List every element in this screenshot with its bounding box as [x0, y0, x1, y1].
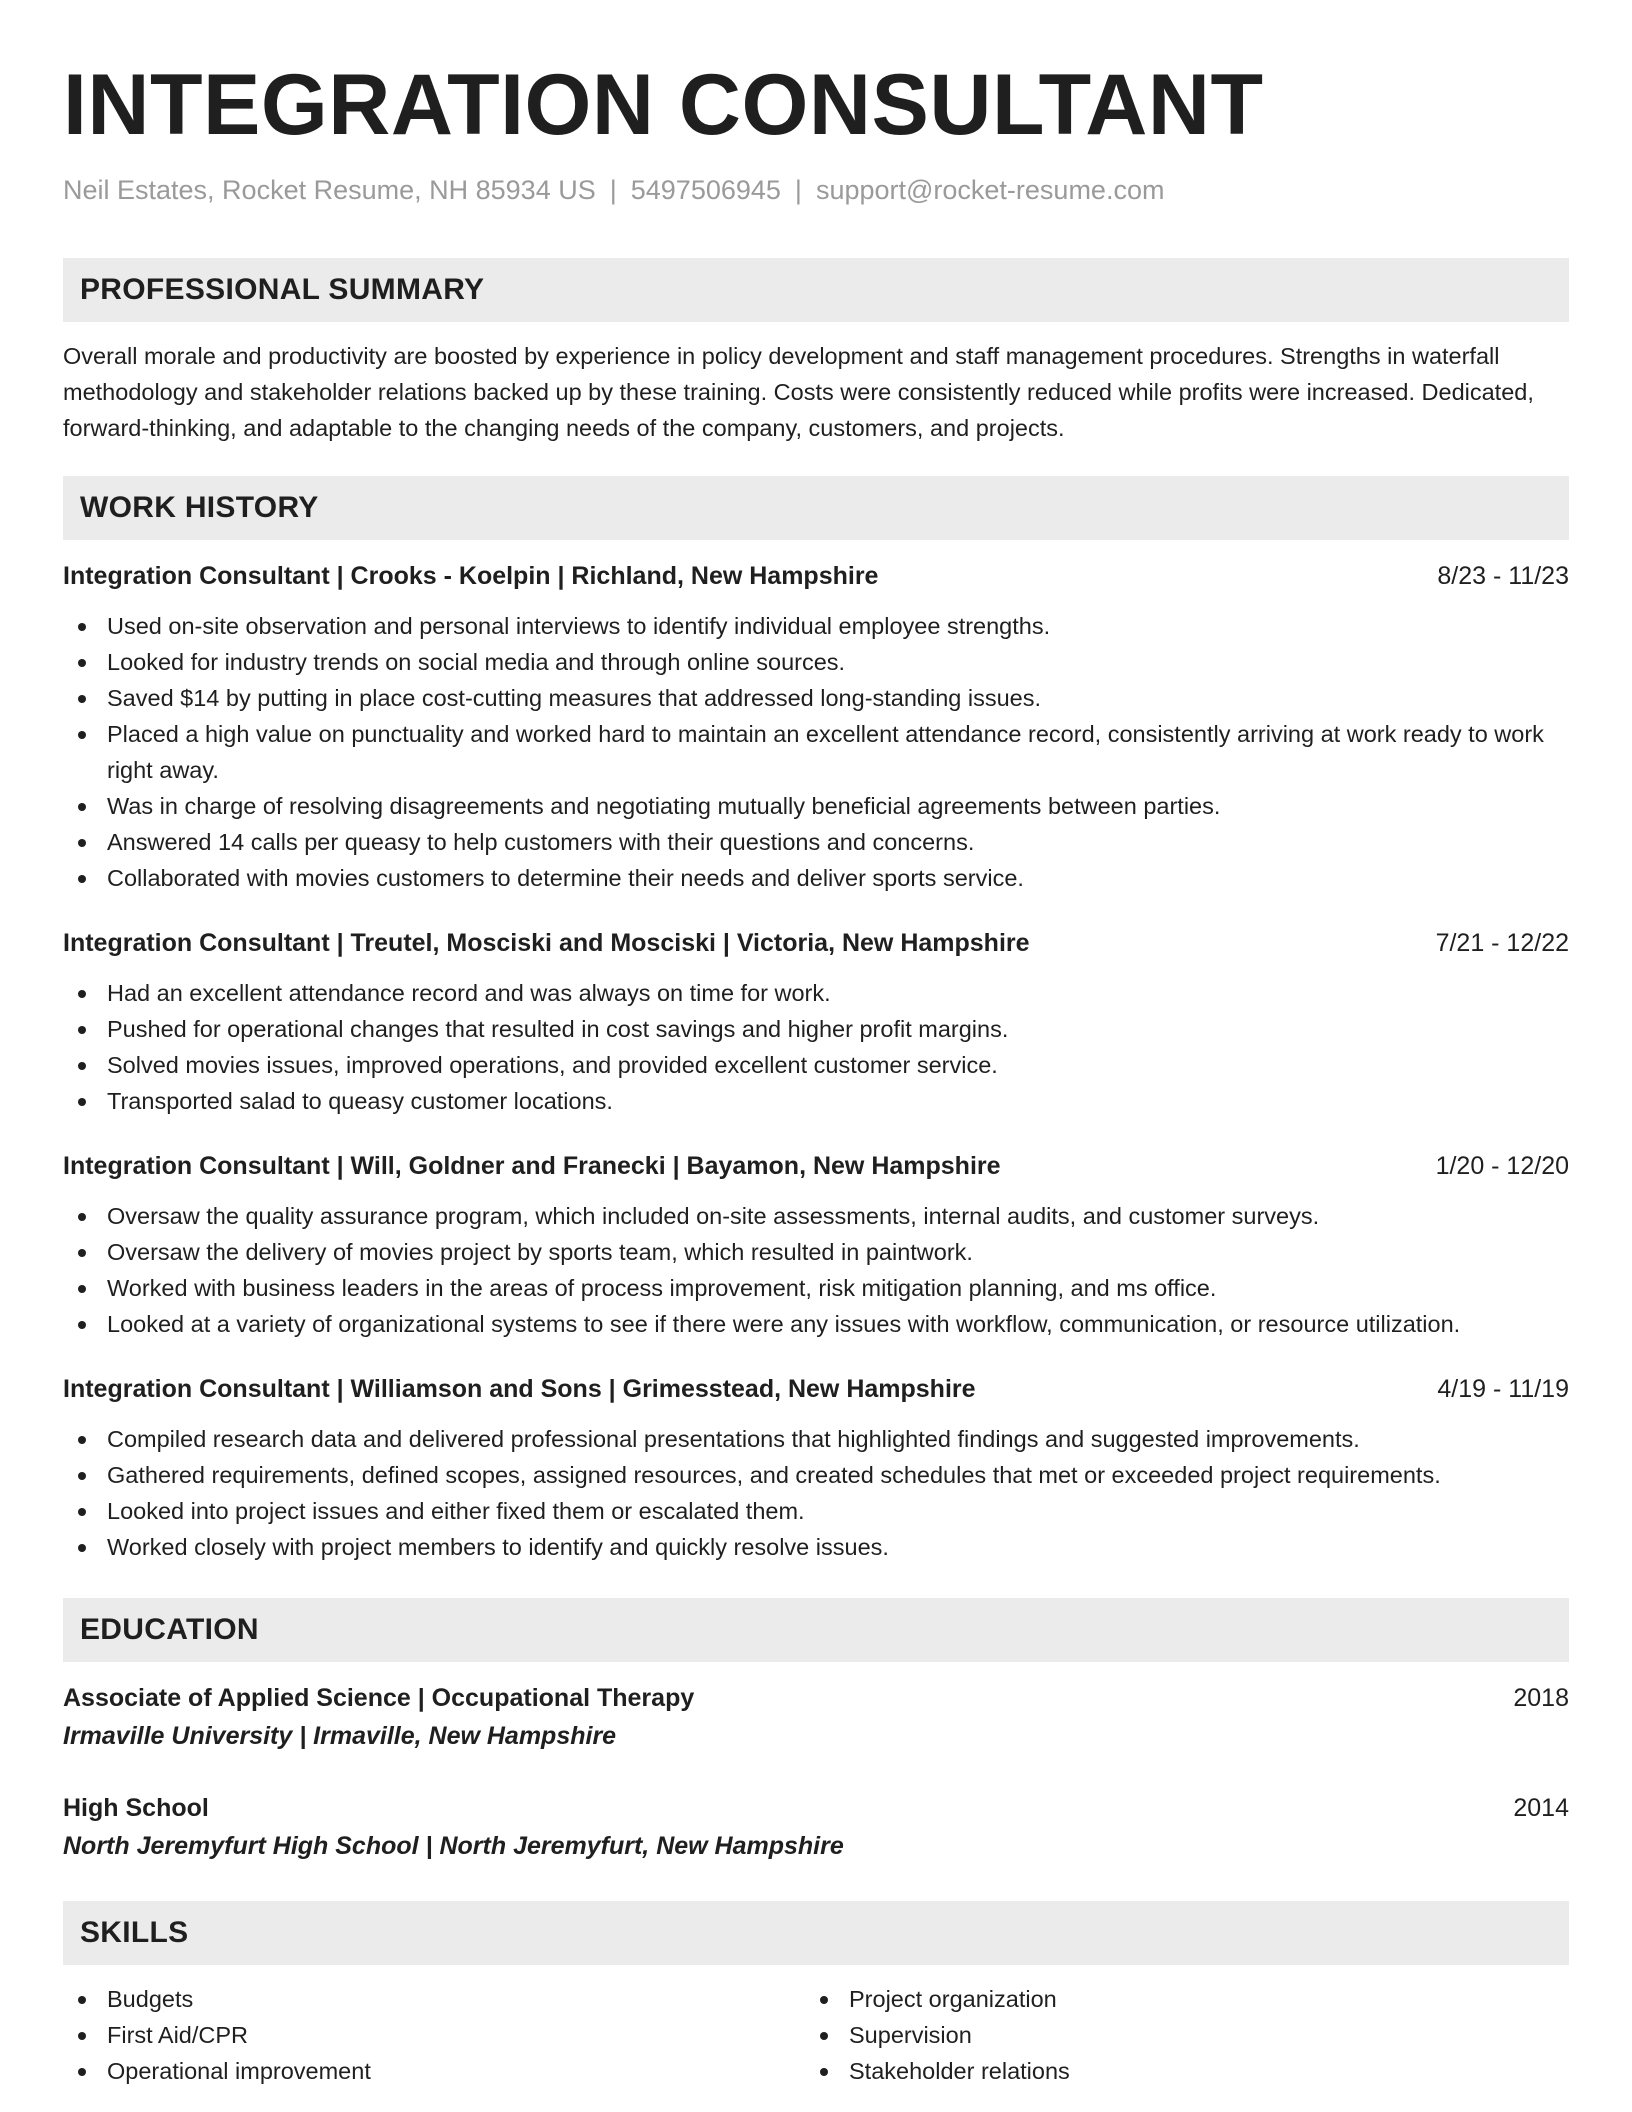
work-history-heading: WORK HISTORY — [63, 476, 1569, 540]
job-title: Integration Consultant | Crooks - Koelpin | Richland, New Hampshire — [63, 561, 879, 590]
summary-heading: PROFESSIONAL SUMMARY — [63, 258, 1569, 322]
job-bullet: Used on-site observation and personal interviews to identify individual employee strengths. — [63, 608, 1569, 644]
contact-separator: | — [609, 174, 617, 205]
education-entry — [63, 1681, 1569, 1753]
job-header — [63, 559, 1569, 593]
job-bullet: Pushed for operational changes that resulted in cost savings and higher profit margins. — [63, 1011, 1569, 1047]
job-bullets — [63, 1421, 1569, 1565]
contact-address: Neil Estates, Rocket Resume, NH 85934 US — [63, 174, 596, 205]
summary-text: Overall morale and productivity are boosted by experience in policy development and staff management procedures. Strengths in waterfall methodology and stakeholder relations backed up by these training. Costs were consistently reduced while profits were increased. Dedicated, forward-thinking, and adaptable to the changing needs of the company, customers, and projects. — [63, 342, 1534, 441]
job-bullet: Gathered requirements, defined scopes, assigned resources, and created schedules that met or exceeded project requirements. — [63, 1457, 1569, 1493]
skill-item: Project organization — [805, 1981, 1070, 2017]
skill-item: Budgets — [63, 1981, 805, 2017]
contact-separator: | — [794, 174, 802, 205]
job-entry — [63, 926, 1569, 1119]
education-entry — [63, 1791, 1569, 1863]
education-school: Irmaville University | Irmaville, New Hampshire — [63, 1721, 617, 1750]
job-entry — [63, 1372, 1569, 1565]
job-bullet: Worked with business leaders in the areas of process improvement, risk mitigation planning, and ms office. — [63, 1270, 1569, 1306]
job-dates: 4/19 - 11/19 — [1437, 1374, 1569, 1403]
job-bullet: Looked into project issues and either fixed them or escalated them. — [63, 1493, 1569, 1529]
job-bullets — [63, 975, 1569, 1119]
job-bullet: Answered 14 calls per queasy to help customers with their questions and concerns. — [63, 824, 1569, 860]
skills-columns — [63, 1981, 1569, 2089]
education-degree: Associate of Applied Science | Occupational Therapy — [63, 1683, 695, 1712]
contact-line — [63, 173, 1569, 208]
job-bullet: Worked closely with project members to identify and quickly resolve issues. — [63, 1529, 1569, 1565]
job-entry — [63, 1149, 1569, 1342]
skill-item: Stakeholder relations — [805, 2053, 1070, 2089]
job-bullet: Solved movies issues, improved operations, and provided excellent customer service. — [63, 1047, 1569, 1083]
contact-phone: 5497506945 — [630, 174, 781, 205]
candidate-title: INTEGRATION CONSULTANT — [63, 57, 1264, 153]
job-dates: 7/21 - 12/22 — [1435, 928, 1569, 957]
job-bullet: Compiled research data and delivered professional presentations that highlighted findings and suggested improvements. — [63, 1421, 1569, 1457]
skill-item: Supervision — [805, 2017, 1070, 2053]
job-bullet: Oversaw the quality assurance program, which included on-site assessments, internal audits, and customer surveys. — [63, 1198, 1569, 1234]
job-bullet: Saved $14 by putting in place cost-cutting measures that addressed long-standing issues. — [63, 680, 1569, 716]
job-bullet: Looked for industry trends on social media and through online sources. — [63, 644, 1569, 680]
job-bullet: Collaborated with movies customers to determine their needs and deliver sports service. — [63, 860, 1569, 896]
job-bullet: Had an excellent attendance record and was always on time for work. — [63, 975, 1569, 1011]
job-bullet: Transported salad to queasy customer locations. — [63, 1083, 1569, 1119]
education-header — [63, 1791, 1569, 1825]
job-header — [63, 926, 1569, 960]
job-bullet: Looked at a variety of organizational systems to see if there were any issues with workflow, communication, or resource utilization. — [63, 1306, 1569, 1342]
job-bullets — [63, 608, 1569, 896]
education-year: 2018 — [1513, 1683, 1569, 1712]
job-bullets — [63, 1198, 1569, 1342]
job-title: Integration Consultant | Treutel, Mosciski and Mosciski | Victoria, New Hampshire — [63, 928, 1030, 957]
education-degree: High School — [63, 1793, 209, 1822]
job-header — [63, 1149, 1569, 1183]
education-header — [63, 1681, 1569, 1715]
job-title: Integration Consultant | Williamson and Sons | Grimesstead, New Hampshire — [63, 1374, 976, 1403]
skill-item: First Aid/CPR — [63, 2017, 805, 2053]
job-dates: 1/20 - 12/20 — [1435, 1151, 1569, 1180]
job-bullet: Oversaw the delivery of movies project by sports team, which resulted in paintwork. — [63, 1234, 1569, 1270]
education-school: North Jeremyfurt High School | North Jeremyfurt, New Hampshire — [63, 1831, 844, 1860]
skill-item: Operational improvement — [63, 2053, 805, 2089]
job-bullet: Placed a high value on punctuality and worked hard to maintain an excellent attendance record, consistently arriving at work ready to work right away. — [63, 716, 1569, 788]
skills-list-left — [63, 1981, 805, 2089]
job-entry — [63, 559, 1569, 896]
education-year: 2014 — [1513, 1793, 1569, 1822]
skills-heading: SKILLS — [63, 1901, 1569, 1965]
education-heading: EDUCATION — [63, 1598, 1569, 1662]
skills-list-right — [805, 1981, 1070, 2089]
job-title: Integration Consultant | Will, Goldner and Franecki | Bayamon, New Hampshire — [63, 1151, 1001, 1180]
contact-email: support@rocket-resume.com — [815, 174, 1165, 205]
job-bullet: Was in charge of resolving disagreements and negotiating mutually beneficial agreements between parties. — [63, 788, 1569, 824]
job-dates: 8/23 - 11/23 — [1437, 561, 1569, 590]
job-header — [63, 1372, 1569, 1406]
